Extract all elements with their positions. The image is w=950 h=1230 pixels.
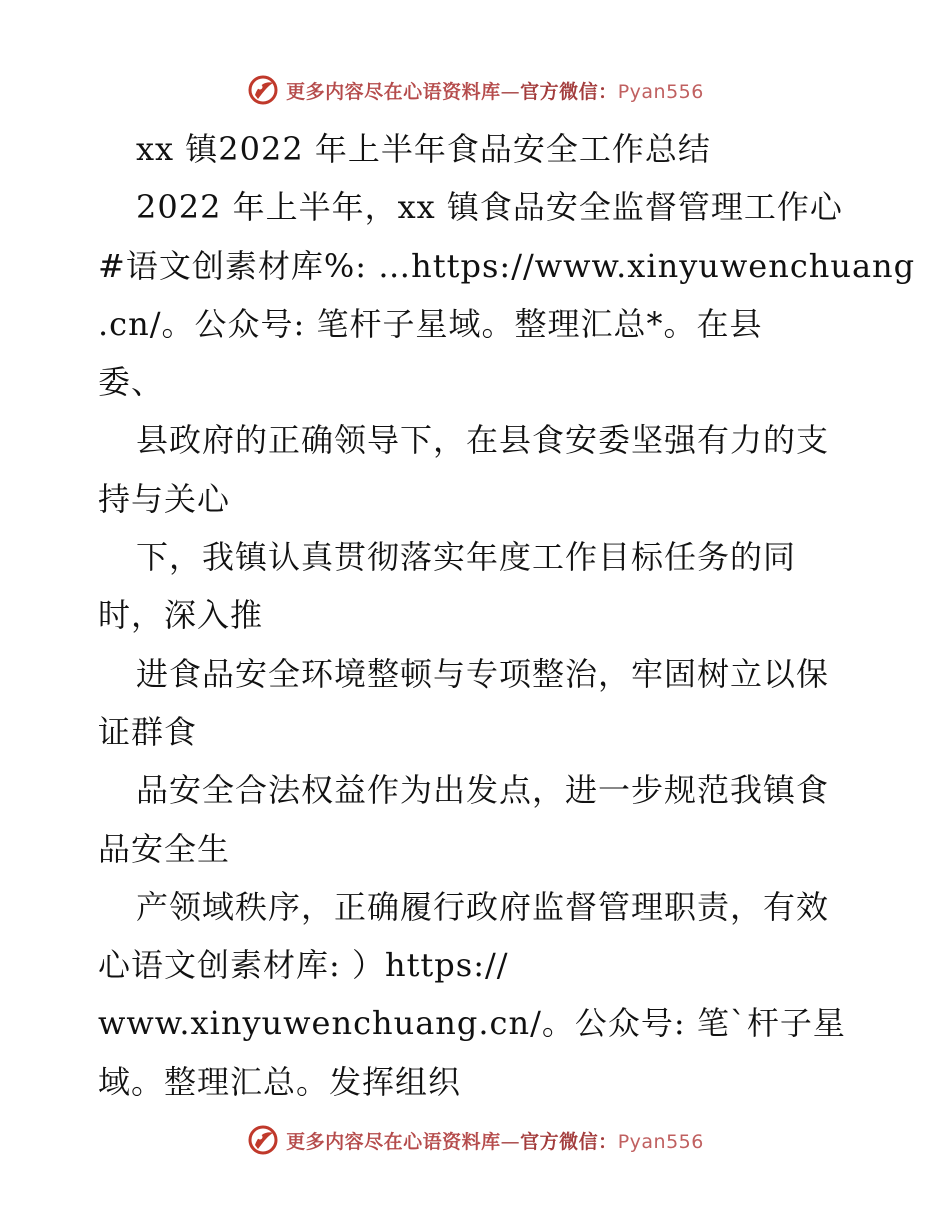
banner-official-text: 官方微信：	[520, 1130, 618, 1153]
text-line: 下，我镇认真贯彻落实年度工作目标任务的同	[136, 538, 797, 577]
banner-wechat-id: Pyan556	[617, 1130, 704, 1153]
logo-icon	[246, 1123, 280, 1157]
logo-icon	[246, 73, 280, 107]
banner-official-text: 官方微信：	[520, 80, 618, 103]
text-line: 品安全合法权益作为出发点，进一步规范我镇食	[136, 771, 830, 810]
text-line: 域。整理汇总。发挥组织	[98, 1062, 462, 1101]
footer-banner	[0, 1120, 950, 1160]
text-line: 心语文创素材库: ）https://	[98, 946, 509, 985]
text-line: 县政府的正确领导下，在县食安委坚强有力的支	[136, 421, 830, 460]
text-line: 2022 年上半年，xx 镇食品安全监督管理工作心	[136, 188, 843, 227]
text-line: 时，深入推	[98, 596, 264, 635]
text-line: .cn/。公众号: 笔杆子星域。整理汇总*。在县	[98, 304, 763, 343]
header-banner-text	[286, 77, 704, 104]
header-banner	[0, 70, 950, 110]
banner-wechat-id: Pyan556	[617, 80, 704, 103]
banner-main-text: 更多内容尽在心语资料库	[286, 80, 501, 103]
banner-separator: —	[500, 80, 521, 103]
banner-separator: —	[500, 1130, 521, 1153]
text-line: 委、	[98, 363, 165, 402]
text-line: 产领域秩序，正确履行政府监督管理职责，有效	[136, 887, 830, 926]
text-line: 持与关心	[98, 479, 231, 518]
document-title: xx 镇2022 年上半年食品安全工作总结	[136, 130, 711, 168]
document-body	[98, 120, 916, 1111]
banner-main-text: 更多内容尽在心语资料库	[286, 1130, 501, 1153]
text-line: 证群食	[98, 712, 198, 751]
text-line: www.xinyuwenchuang.cn/。公众号: 笔`杆子星	[98, 1004, 846, 1043]
text-line: #语文创素材库%: …https://www.xinyuwenchuang	[98, 246, 916, 285]
text-line: 进食品安全环境整顿与专项整治，牢固树立以保	[136, 654, 830, 693]
text-line: 品安全生	[98, 829, 231, 868]
footer-banner-text	[286, 1127, 704, 1154]
